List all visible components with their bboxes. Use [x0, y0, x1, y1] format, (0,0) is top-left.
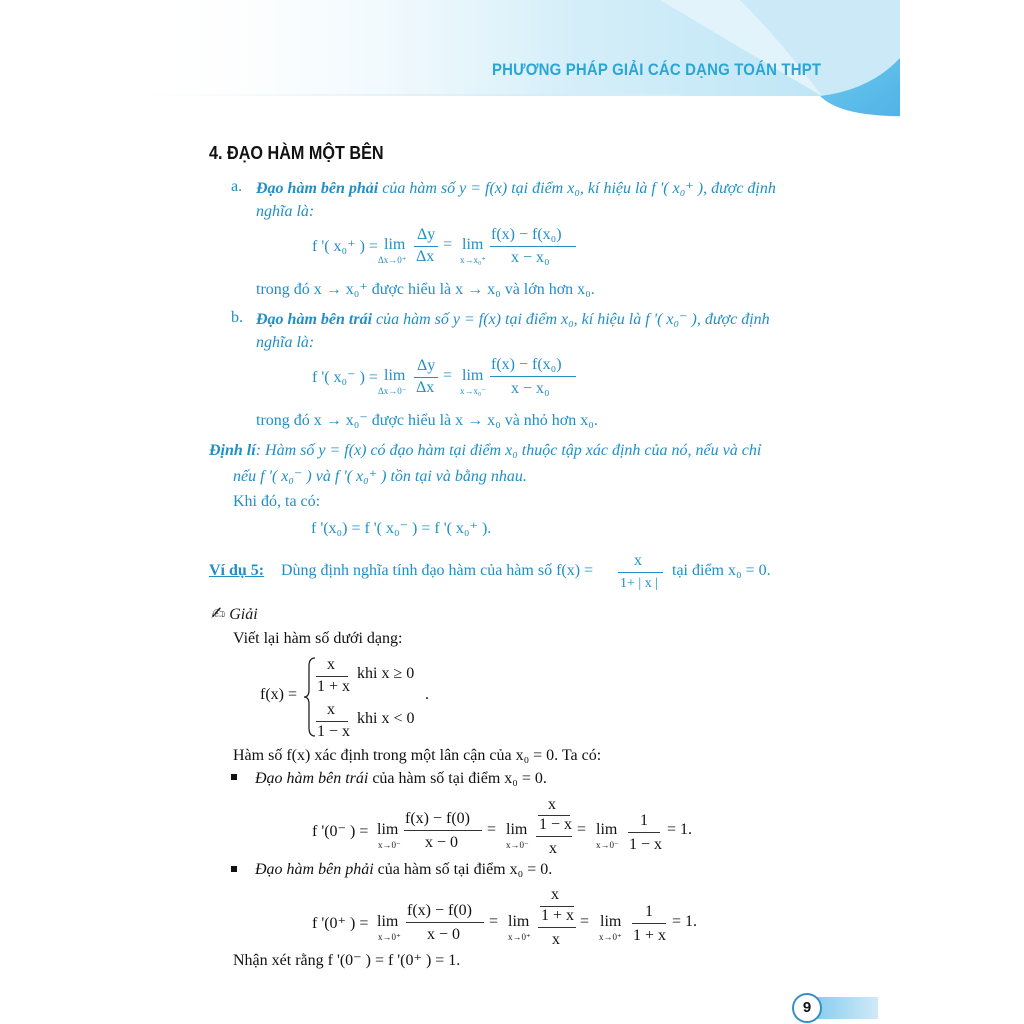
bullet-1-icon — [231, 774, 237, 780]
header-band — [140, 0, 900, 118]
right-lim1: lim — [377, 913, 399, 930]
example-frac-num: x — [634, 552, 642, 569]
part-b-numerator: f(x) − f(x₀) — [491, 356, 562, 373]
part-b-note: trong đó x → x₀⁻ được hiểu là x → x₀ và nhỏ hơn x₀. — [256, 412, 598, 429]
part-a-note: trong đó x → x₀⁺ được hiểu là x → x₀ và lớn hơn x₀. — [256, 281, 595, 298]
right-num3: 1 — [645, 903, 653, 920]
right-lim3: lim — [600, 913, 622, 930]
left-big-den: x — [549, 840, 557, 857]
part-b-lim1: lim — [384, 367, 406, 384]
left-lim3: lim — [596, 821, 618, 838]
solution-rewrite: Viết lại hàm số dưới dạng: — [233, 630, 403, 647]
part-a-dy: Δy — [417, 226, 436, 243]
case2-num: x — [327, 701, 335, 718]
part-a-line1 — [256, 178, 776, 198]
right-big-num-top: x — [551, 886, 559, 903]
part-b-lim1-sub: Δx→0⁻ — [378, 386, 407, 396]
right-lhs: f '(0⁺ ) = — [312, 915, 369, 932]
theorem-then: Khi đó, ta có: — [233, 493, 321, 510]
bullet-1-line — [255, 770, 547, 788]
theorem-formula: f '(x₀) = f '( x₀⁻ ) = f '( x₀⁺ ). — [311, 520, 492, 537]
domain-note: Hàm số f(x) xác định trong một lân cận của x₀ = 0. Ta có: — [233, 747, 602, 764]
part-a-marker: a. — [231, 178, 243, 195]
part-b-lim2: lim — [462, 367, 484, 384]
left-den3: 1 − x — [629, 836, 663, 853]
part-b-line2: nghĩa là: — [256, 334, 315, 351]
piecewise-dot: . — [425, 686, 429, 703]
part-a-lim2: lim — [462, 236, 484, 253]
bullet-2-text: của hàm số tại điểm x₀ = 0. — [373, 861, 553, 878]
theorem-line1 — [209, 442, 761, 460]
left-lim1: lim — [377, 821, 399, 838]
part-b-formula-lhs: f '( x₀⁻ ) = — [312, 369, 378, 386]
right-lim2: lim — [508, 913, 530, 930]
part-b-dx: Δx — [416, 379, 435, 396]
right-lim3-sub: x→0⁺ — [599, 932, 622, 942]
theorem-text1: : Hàm số y = f(x) có đạo hàm tại điểm x₀ thuộc tập xác định của nó, nếu và chỉ — [255, 442, 762, 459]
left-num1: f(x) − f(0) — [405, 810, 470, 827]
part-a-lim2-sub: x→x₀⁺ — [460, 255, 486, 265]
solution-title: Giải — [229, 606, 258, 623]
part-b-eq: = — [443, 367, 453, 384]
left-eq2: = — [577, 821, 587, 838]
case2-den: 1 − x — [317, 723, 351, 740]
case1-den: 1 + x — [317, 678, 351, 695]
part-a-lim1: lim — [384, 236, 406, 253]
solution-heading — [211, 604, 258, 624]
bullet-1-text: của hàm số tại điểm x₀ = 0. — [368, 770, 547, 787]
case2-cond: khi x < 0 — [357, 710, 415, 727]
theorem-line2: nếu f '( x₀⁻ ) và f '( x₀⁺ ) tồn tại và bằng nhau. — [233, 468, 527, 485]
left-lim1-sub: x→0⁻ — [378, 840, 401, 850]
part-b-denominator: x − x₀ — [511, 380, 550, 397]
example-text-after: tại điểm x₀ = 0. — [672, 562, 771, 579]
right-eq1: = — [489, 913, 499, 930]
bullet-2-line — [255, 861, 552, 879]
part-b-lim2-sub: x→x₀⁻ — [460, 386, 486, 396]
part-a-text1: của hàm số y = f(x) tại điểm x₀, kí hiệu là f '( x₀⁺ ), được định — [378, 180, 776, 197]
piecewise-fx: f(x) = — [260, 686, 298, 703]
left-lim2-sub: x→0⁻ — [506, 840, 529, 850]
left-num3: 1 — [640, 812, 648, 829]
part-a-dx: Δx — [416, 248, 435, 265]
part-a-lim1-sub: Δx→0⁺ — [378, 255, 407, 265]
left-big-num-top: x — [548, 796, 556, 813]
theorem-label: Định lí — [209, 442, 256, 459]
section-title: 4. ĐẠO HÀM MỘT BÊN — [209, 143, 384, 163]
case1-num: x — [327, 656, 335, 673]
header-swoosh-graphic — [140, 0, 900, 118]
left-lim3-sub: x→0⁻ — [596, 840, 619, 850]
part-b-term: Đạo hàm bên trái — [256, 311, 373, 328]
part-a-line2: nghĩa là: — [256, 203, 315, 220]
part-a-numerator: f(x) − f(x₀) — [491, 226, 562, 243]
example-label: Ví dụ 5: — [209, 562, 265, 579]
pencil-icon: ✍ — [211, 604, 226, 624]
part-b-line1 — [256, 309, 770, 329]
right-lim2-sub: x→0⁺ — [508, 932, 531, 942]
right-den1: x − 0 — [427, 926, 461, 943]
right-big-num-bot: 1 + x — [541, 907, 575, 924]
conclusion: Nhận xét rằng f '(0⁻ ) = f '(0⁺ ) = 1. — [233, 952, 461, 969]
bullet-2-icon — [231, 866, 237, 872]
right-den3: 1 + x — [633, 927, 667, 944]
header-title: PHƯƠNG PHÁP GIẢI CÁC DẠNG TOÁN THPT — [492, 60, 822, 79]
example-frac-den: 1+ | x | — [620, 576, 659, 591]
bullet-1-term: Đạo hàm bên trái — [255, 770, 369, 787]
left-eq1: = — [487, 821, 497, 838]
part-a-denominator: x − x₀ — [511, 249, 550, 266]
right-big-den: x — [552, 931, 560, 948]
left-result: = 1. — [667, 821, 693, 838]
part-a-formula-lhs: f '( x₀⁺ ) = — [312, 238, 378, 255]
left-lim2: lim — [506, 821, 528, 838]
right-result: = 1. — [672, 913, 698, 930]
bullet-2-term: Đạo hàm bên phải — [255, 861, 374, 878]
left-den1: x − 0 — [425, 834, 459, 851]
example-text: Dùng định nghĩa tính đạo hàm của hàm số f(x) = — [281, 562, 594, 579]
part-a-term: Đạo hàm bên phải — [256, 180, 379, 197]
page-number: 9 — [792, 993, 822, 1023]
part-b-marker: b. — [231, 309, 243, 326]
part-b-text1: của hàm số y = f(x) tại điểm x₀, kí hiệu là f '( x₀⁻ ), được định — [372, 311, 770, 328]
left-lhs: f '(0⁻ ) = — [312, 823, 369, 840]
right-lim1-sub: x→0⁺ — [378, 932, 401, 942]
part-a-eq: = — [443, 236, 453, 253]
left-brace-icon — [303, 656, 317, 738]
case1-cond: khi x ≥ 0 — [357, 665, 415, 682]
right-eq2: = — [580, 913, 590, 930]
part-b-dy: Δy — [417, 357, 436, 374]
left-big-num-bot: 1 − x — [539, 816, 573, 833]
right-num1: f(x) − f(0) — [407, 902, 472, 919]
